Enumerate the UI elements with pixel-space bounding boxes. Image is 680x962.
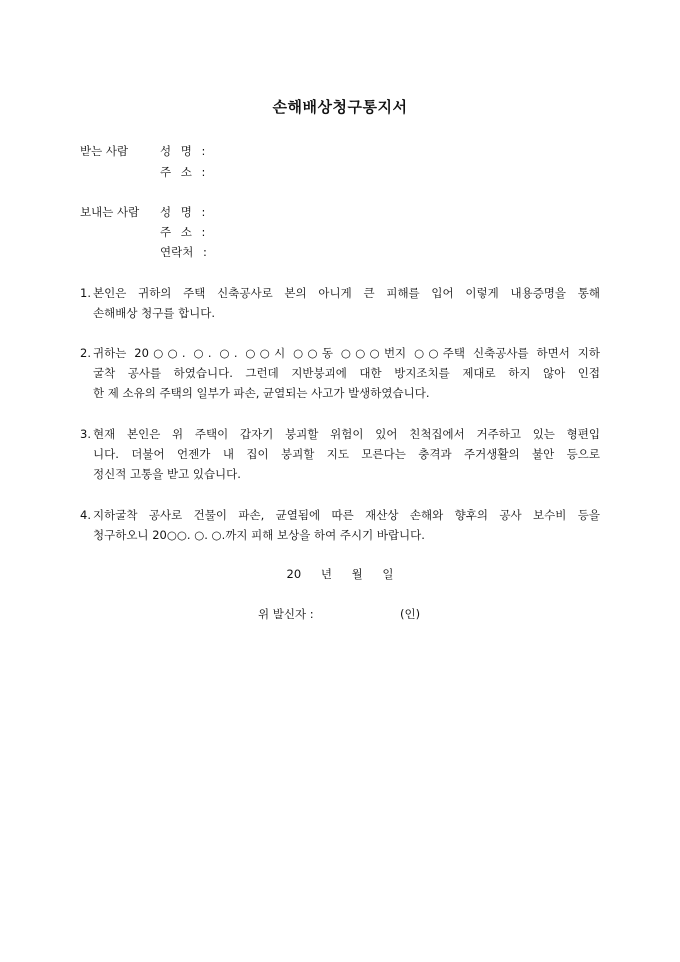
paragraph-number: 4. xyxy=(80,508,91,522)
paragraph-line: 한 제 소유의 주택의 일부가 파손, 균열되는 사고가 발생하였습니다. xyxy=(93,386,430,400)
signature-label: 위 발신자 : xyxy=(258,607,314,621)
paragraph-line: 귀하는 20○○. ○. ○. ○○시 ○○동 ○○○번지 ○○주택 신축공사를 하면서 지하 xyxy=(93,346,600,360)
paragraph-line: 니다. 더불어 언젠가 내 집이 붕괴할 지도 모른다는 충격과 주거생활의 불안 등으로 xyxy=(93,447,600,461)
recipient-address-label: 주 소 : xyxy=(160,165,206,179)
sender-name-label: 성 명 : xyxy=(160,205,206,219)
paragraph-line: 청구하오니 20○○. ○. ○.까지 피해 보상을 하여 주시기 바랍니다. xyxy=(93,528,425,542)
sender-contact-label: 연락처 : xyxy=(160,245,207,259)
paragraph-1 xyxy=(80,283,600,323)
seal-mark: (인) xyxy=(400,607,421,621)
paragraph-line: 현재 본인은 위 주택이 갑자기 붕괴할 위험이 있어 친척집에서 거주하고 있는 형편입 xyxy=(93,427,600,441)
paragraph-4 xyxy=(80,505,600,545)
recipient-name-label: 성 명 : xyxy=(160,144,206,158)
paragraph-line: 정신적 고통을 받고 있습니다. xyxy=(93,467,241,481)
paragraph-line: 손해배상 청구를 합니다. xyxy=(93,306,216,320)
date-line: 20 년 월 일 xyxy=(286,567,394,581)
paragraph-line: 본인은 귀하의 주택 신축공사로 본의 아니게 큰 피해를 입어 이렇게 내용증명을 통해 xyxy=(93,286,600,300)
paragraph-number: 3. xyxy=(80,427,91,441)
sender-label: 보내는 사람 xyxy=(80,205,140,219)
paragraph-line: 굴착 공사를 하였습니다. 그런데 지반붕괴에 대한 방지조치를 제대로 하지 않아 인접 xyxy=(93,366,600,380)
document-title: 손해배상청구통지서 xyxy=(272,98,408,116)
sender-address-label: 주 소 : xyxy=(160,225,206,239)
paragraph-number: 2. xyxy=(80,346,91,360)
paragraph-2 xyxy=(80,343,600,403)
paragraph-line: 지하굴착 공사로 건물이 파손, 균열됨에 따른 재산상 손해와 향후의 공사 보수비 등을 xyxy=(93,508,600,522)
recipient-label: 받는 사람 xyxy=(80,144,129,158)
paragraph-3 xyxy=(80,424,600,484)
paragraph-number: 1. xyxy=(80,286,91,300)
